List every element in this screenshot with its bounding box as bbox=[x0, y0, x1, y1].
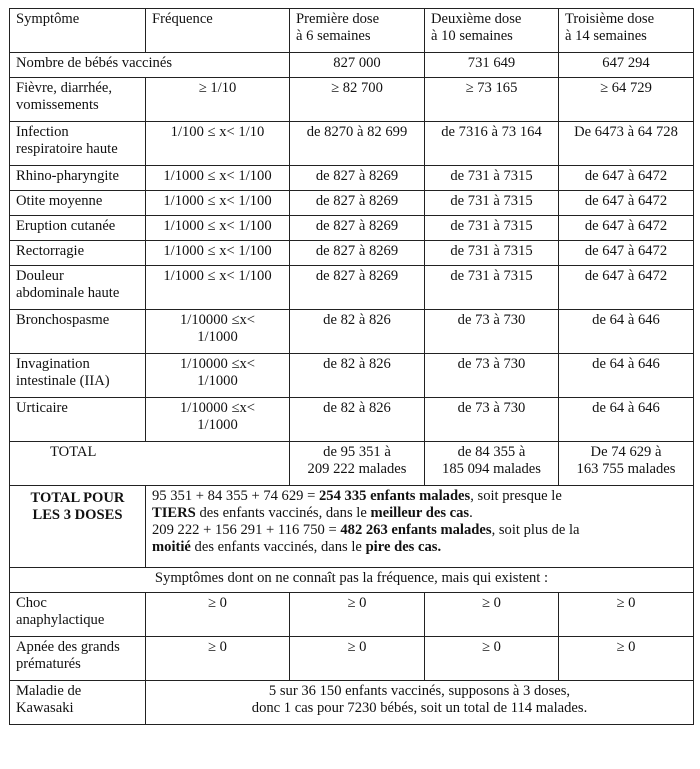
symptom-row bbox=[10, 78, 694, 122]
kawasaki-row bbox=[10, 681, 694, 725]
symptom-name: Infection respiratoire haute bbox=[10, 122, 146, 166]
symptom-dose-3: de 64 à 646 bbox=[559, 310, 694, 354]
total-3-doses-label: TOTAL POUR LES 3 DOSES bbox=[10, 486, 146, 568]
header-row bbox=[10, 9, 694, 53]
symptom-frequency: ≥ 1/10 bbox=[146, 78, 290, 122]
symptom-name: Eruption cutanée bbox=[10, 216, 146, 241]
symptom-name: Invagination intestinale (IIA) bbox=[10, 354, 146, 398]
symptom-dose-3: de 647 à 6472 bbox=[559, 241, 694, 266]
total-dose-2: de 84 355 à 185 094 malades bbox=[425, 442, 559, 486]
header-dose-3: Troisième dose à 14 semaines bbox=[559, 9, 694, 53]
symptom-dose-3: de 647 à 6472 bbox=[559, 216, 694, 241]
best-case-line: 95 351 + 84 355 + 74 629 = 254 335 enfants malades, soit presque le TIERS des enfants vaccinés, dans le meilleur des cas. bbox=[152, 488, 562, 521]
symptom-row bbox=[10, 166, 694, 191]
symptom-row bbox=[10, 191, 694, 216]
symptom-dose-2: de 731 à 7315 bbox=[425, 216, 559, 241]
vaccinated-dose-1: 827 000 bbox=[290, 53, 425, 78]
unknown-symptom-value: ≥ 0 bbox=[559, 637, 694, 681]
symptom-dose-2: de 7316 à 73 164 bbox=[425, 122, 559, 166]
total-dose-3: De 74 629 à 163 755 malades bbox=[559, 442, 694, 486]
unknown-symptom-value: ≥ 0 bbox=[425, 637, 559, 681]
header-dose-1: Première dose à 6 semaines bbox=[290, 9, 425, 53]
symptom-dose-1: ≥ 82 700 bbox=[290, 78, 425, 122]
total-3-doses-row bbox=[10, 486, 694, 568]
unknown-symptom-row bbox=[10, 637, 694, 681]
symptom-row bbox=[10, 241, 694, 266]
symptom-dose-1: de 82 à 826 bbox=[290, 310, 425, 354]
symptom-dose-1: de 827 à 8269 bbox=[290, 191, 425, 216]
symptom-dose-3: de 647 à 6472 bbox=[559, 191, 694, 216]
symptom-dose-2: ≥ 73 165 bbox=[425, 78, 559, 122]
unknown-symptom-value: ≥ 0 bbox=[559, 593, 694, 637]
unknown-symptom-name: Choc anaphylactique bbox=[10, 593, 146, 637]
header-dose-2: Deuxième dose à 10 semaines bbox=[425, 9, 559, 53]
unknown-symptom-name: Apnée des grands prématurés bbox=[10, 637, 146, 681]
symptom-dose-3: de 647 à 6472 bbox=[559, 166, 694, 191]
unknown-symptom-value: ≥ 0 bbox=[146, 637, 290, 681]
worst-case-line: 209 222 + 156 291 + 116 750 = 482 263 enfants malades, soit plus de la moitié des enfants vaccinés, dans le pire des cas. bbox=[152, 522, 580, 555]
header-frequency: Fréquence bbox=[146, 9, 290, 53]
symptom-rows bbox=[10, 78, 694, 442]
symptom-dose-3: de 64 à 646 bbox=[559, 354, 694, 398]
symptom-frequency: 1/1000 ≤ x< 1/100 bbox=[146, 166, 290, 191]
unknown-symptom-value: ≥ 0 bbox=[290, 593, 425, 637]
symptom-row bbox=[10, 310, 694, 354]
symptom-dose-1: de 827 à 8269 bbox=[290, 241, 425, 266]
kawasaki-text: 5 sur 36 150 enfants vaccinés, supposons à 3 doses, donc 1 cas pour 7230 bébés, soit un total de 114 malades. bbox=[146, 681, 694, 725]
unknown-rows bbox=[10, 593, 694, 681]
unknown-symptom-value: ≥ 0 bbox=[290, 637, 425, 681]
total-dose-1: de 95 351 à 209 222 malades bbox=[290, 442, 425, 486]
unknown-symptom-value: ≥ 0 bbox=[146, 593, 290, 637]
symptom-name: Otite moyenne bbox=[10, 191, 146, 216]
symptom-dose-2: de 731 à 7315 bbox=[425, 166, 559, 191]
symptom-name: Douleur abdominale haute bbox=[10, 266, 146, 310]
symptom-dose-1: de 827 à 8269 bbox=[290, 216, 425, 241]
symptom-dose-3: De 6473 à 64 728 bbox=[559, 122, 694, 166]
unknown-symptom-value: ≥ 0 bbox=[425, 593, 559, 637]
header-symptom: Symptôme bbox=[10, 9, 146, 53]
symptom-row bbox=[10, 266, 694, 310]
symptom-name: Rhino-pharyngite bbox=[10, 166, 146, 191]
total-label: TOTAL bbox=[10, 442, 290, 486]
symptom-name: Urticaire bbox=[10, 398, 146, 442]
symptom-dose-1: de 827 à 8269 bbox=[290, 266, 425, 310]
symptom-frequency: 1/1000 ≤ x< 1/100 bbox=[146, 241, 290, 266]
symptom-dose-1: de 82 à 826 bbox=[290, 354, 425, 398]
symptom-row bbox=[10, 122, 694, 166]
symptom-dose-3: de 64 à 646 bbox=[559, 398, 694, 442]
unknown-frequency-header-row bbox=[10, 568, 694, 593]
symptom-frequency: 1/10000 ≤x< 1/1000 bbox=[146, 398, 290, 442]
symptom-frequency: 1/1000 ≤ x< 1/100 bbox=[146, 191, 290, 216]
symptom-dose-2: de 73 à 730 bbox=[425, 398, 559, 442]
symptom-frequency: 1/10000 ≤x< 1/1000 bbox=[146, 354, 290, 398]
vaccinated-dose-2: 731 649 bbox=[425, 53, 559, 78]
symptom-dose-1: de 8270 à 82 699 bbox=[290, 122, 425, 166]
symptom-name: Fièvre, diarrhée, vomissements bbox=[10, 78, 146, 122]
symptom-row bbox=[10, 398, 694, 442]
symptom-dose-2: de 731 à 7315 bbox=[425, 241, 559, 266]
symptom-row bbox=[10, 354, 694, 398]
unknown-symptom-row bbox=[10, 593, 694, 637]
total-row bbox=[10, 442, 694, 486]
symptom-dose-2: de 73 à 730 bbox=[425, 354, 559, 398]
symptom-name: Bronchospasme bbox=[10, 310, 146, 354]
vaccinated-row bbox=[10, 53, 694, 78]
vaccinated-label: Nombre de bébés vaccinés bbox=[10, 53, 290, 78]
symptom-dose-1: de 827 à 8269 bbox=[290, 166, 425, 191]
symptom-name: Rectorragie bbox=[10, 241, 146, 266]
unknown-frequency-header: Symptômes dont on ne connaît pas la fréquence, mais qui existent : bbox=[10, 568, 694, 593]
symptom-frequency: 1/10000 ≤x< 1/1000 bbox=[146, 310, 290, 354]
symptom-dose-2: de 731 à 7315 bbox=[425, 191, 559, 216]
symptom-dose-3: de 647 à 6472 bbox=[559, 266, 694, 310]
vaccine-side-effects-table bbox=[9, 8, 694, 725]
total-3-doses-text bbox=[146, 486, 694, 568]
symptom-row bbox=[10, 216, 694, 241]
symptom-dose-2: de 73 à 730 bbox=[425, 310, 559, 354]
kawasaki-symptom: Maladie de Kawasaki bbox=[10, 681, 146, 725]
symptom-frequency: 1/1000 ≤ x< 1/100 bbox=[146, 266, 290, 310]
symptom-frequency: 1/100 ≤ x< 1/10 bbox=[146, 122, 290, 166]
symptom-dose-1: de 82 à 826 bbox=[290, 398, 425, 442]
vaccinated-dose-3: 647 294 bbox=[559, 53, 694, 78]
symptom-dose-3: ≥ 64 729 bbox=[559, 78, 694, 122]
symptom-dose-2: de 731 à 7315 bbox=[425, 266, 559, 310]
symptom-frequency: 1/1000 ≤ x< 1/100 bbox=[146, 216, 290, 241]
